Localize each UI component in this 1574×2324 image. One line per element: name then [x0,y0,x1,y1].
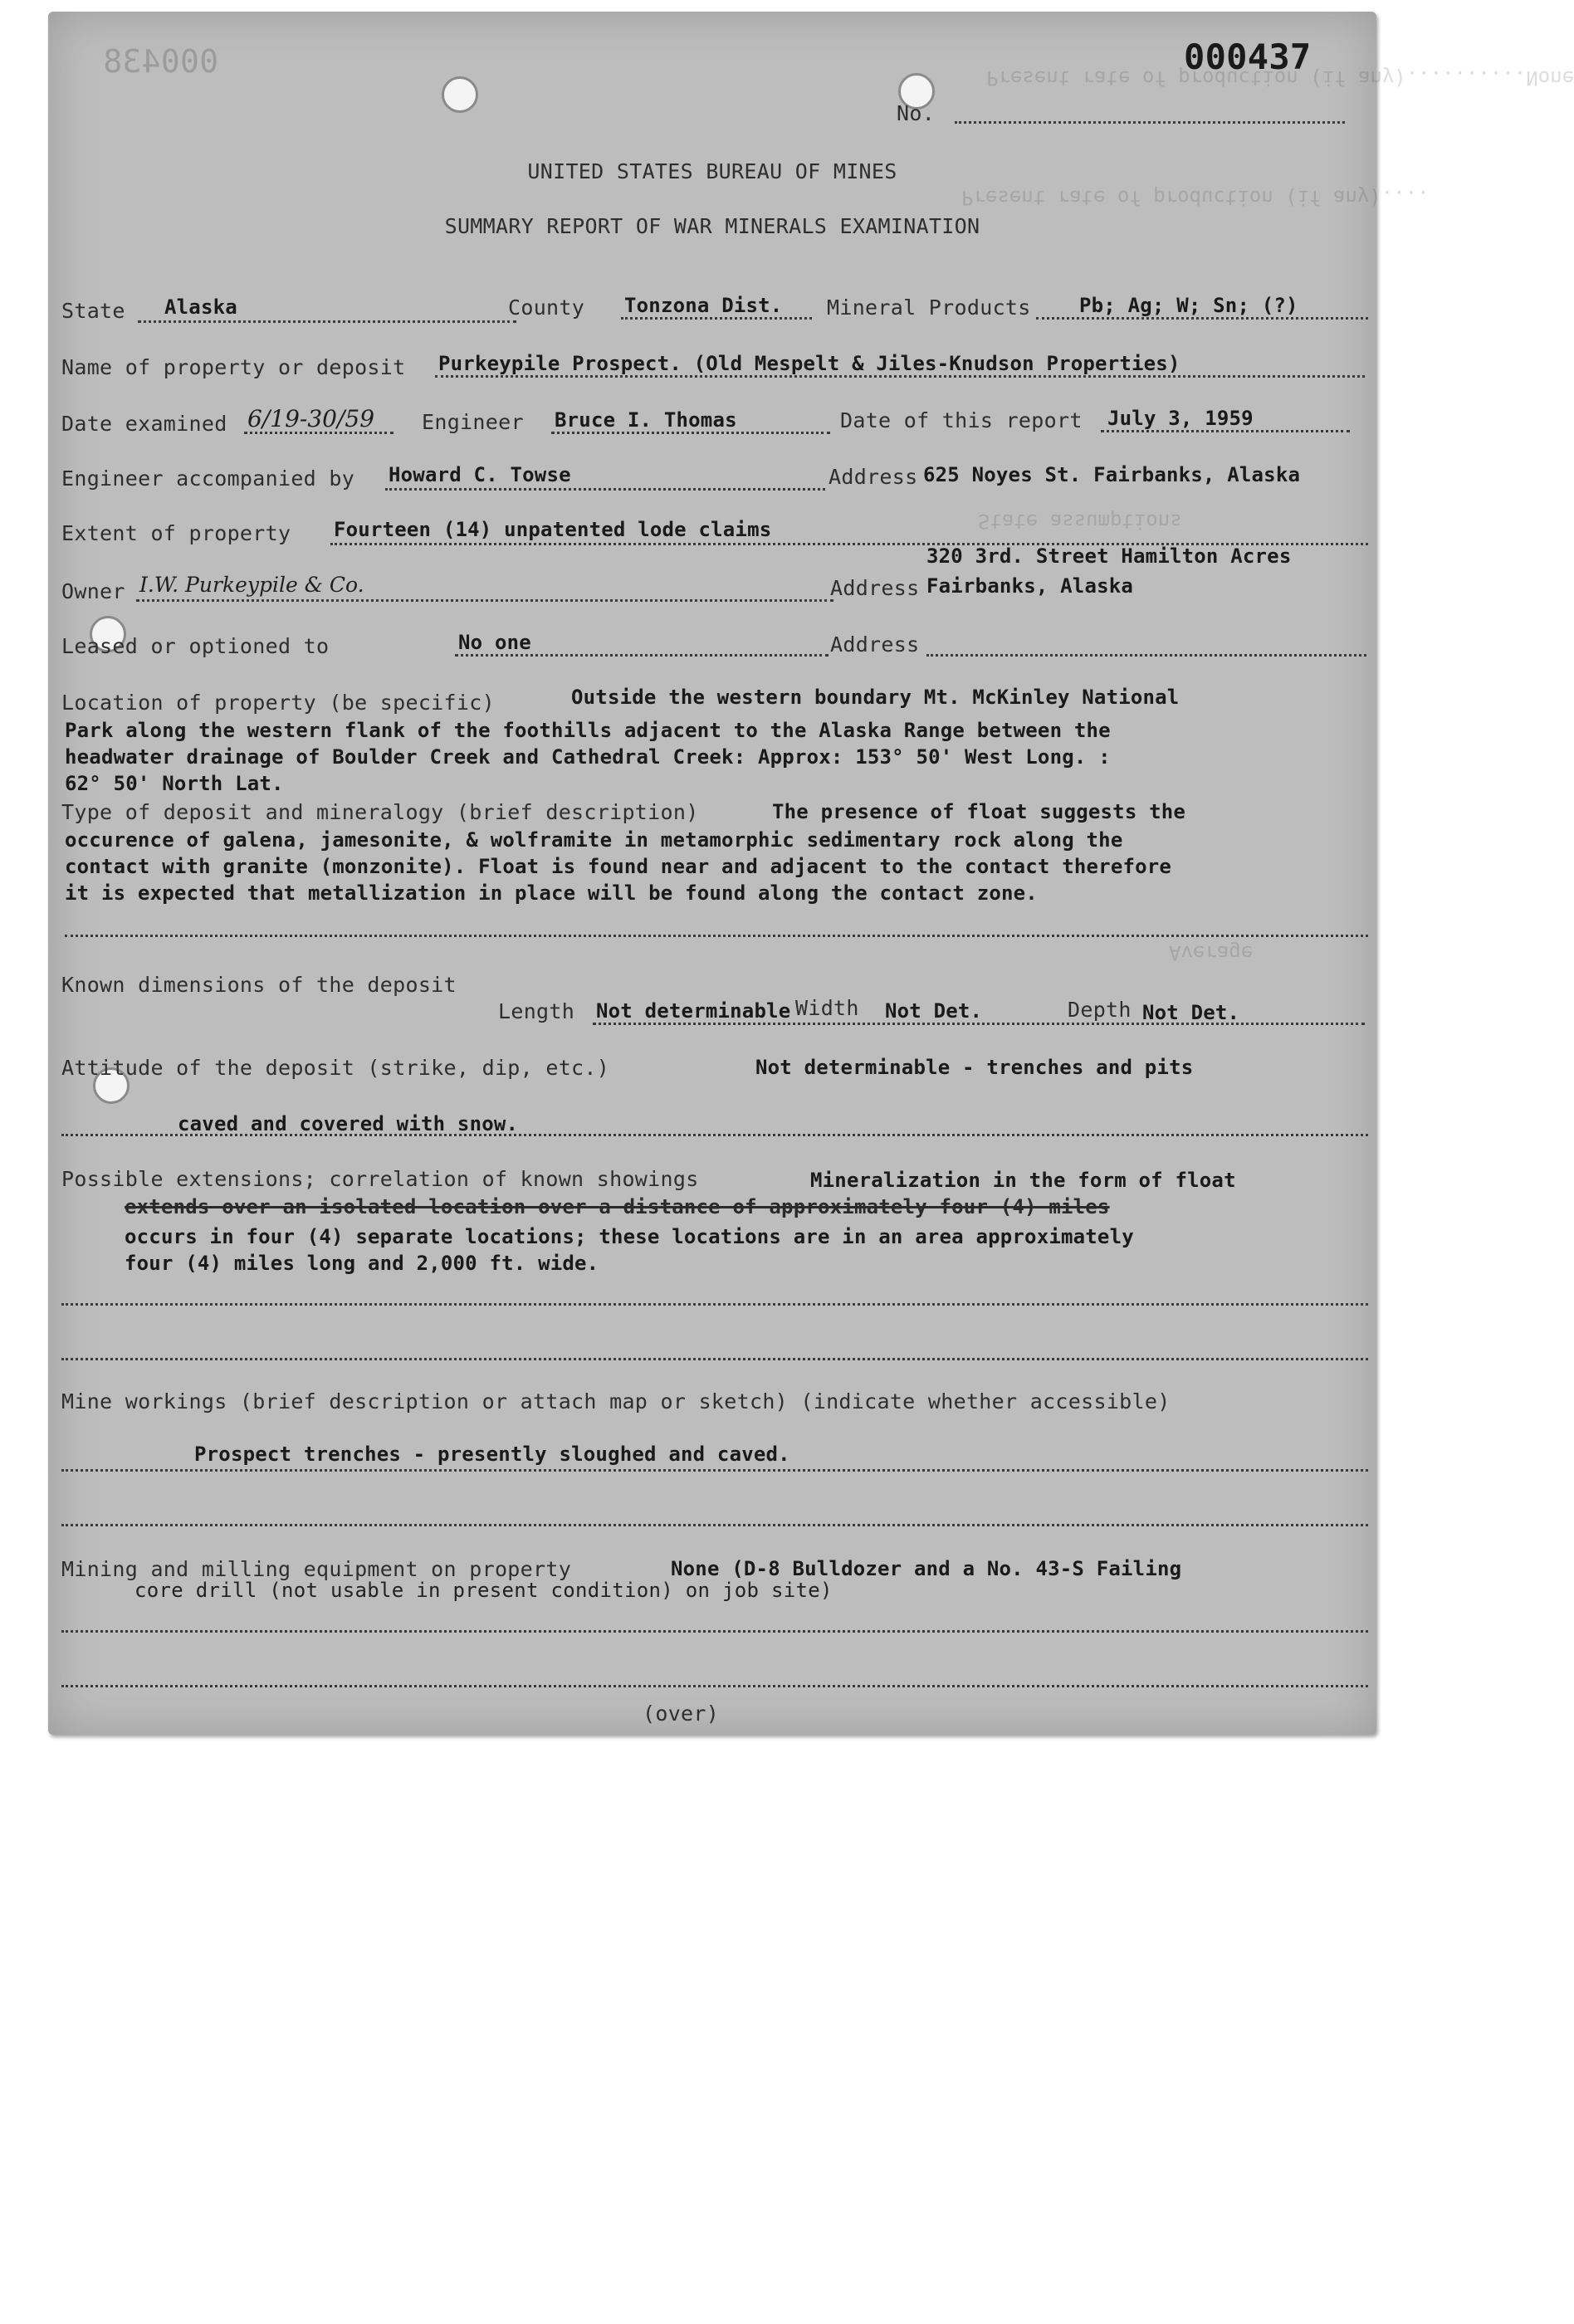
owner-line [136,599,833,602]
owner-address-label: Address [830,576,920,600]
mineral-products-value: Pb; Ag; W; Sn; (?) [1079,294,1298,317]
location-line4: 62° 50' North Lat. [65,772,284,795]
property-name-line [435,375,1365,378]
state-value: Alaska [164,295,237,319]
doc-number: 000437 [1184,37,1312,77]
engineer-label: Engineer [422,410,524,434]
leased-label: Leased or optioned to [61,634,330,658]
workings-line [61,1469,1368,1472]
deposit-type-label: Type of deposit and mineralogy (brief description) [61,800,699,824]
date-examined-label: Date examined [61,412,227,436]
report-date-label: Date of this report [840,408,1083,432]
attitude-line1: Not determinable - trenches and pits [755,1056,1194,1079]
engineer-accompanied-line [385,488,825,491]
location-label: Location of property (be specific) [61,691,495,715]
leased-line [455,654,829,657]
deposit-type-line2: occurence of galena, jamesonite, & wolframite in metamorphic sedimentary rock along the [65,828,1123,852]
leased-value: No one [458,631,531,654]
agency-heading: UNITED STATES BUREAU OF MINES [527,159,897,183]
engineer-value: Bruce I. Thomas [555,408,737,432]
bleed-through-line: Present rate of production (if any)..........None [986,66,1574,90]
engineer-line [551,432,830,434]
no-field-line [955,121,1345,124]
mineral-products-line [1036,317,1368,320]
workings-label: Mine workings (brief description or attach map or sketch) (indicate whether accessible) [61,1389,1171,1413]
engineer-accompanied-value: Howard C. Towse [389,463,571,486]
deposit-type-line3: contact with granite (monzonite). Float is found near and adjacent to the contact therefore [65,855,1172,878]
deposit-type-line1: The presence of float suggests the [772,800,1186,823]
equipment-label: Mining and milling equipment on property [61,1557,572,1581]
owner-label: Owner [61,579,125,603]
date-examined-value: 6/19-30/59 [247,405,375,432]
width-value: Not Det. [885,999,983,1023]
attitude-line2: caved and covered with snow. [178,1112,519,1135]
workings-blank-line [61,1524,1368,1526]
county-label: County [508,295,585,320]
equipment-blank-line [61,1685,1368,1687]
report-date-line [1101,430,1350,432]
extent-label: Extent of property [61,521,291,545]
attitude-label: Attitude of the deposit (strike, dip, etc.) [61,1056,610,1080]
leased-address-line [926,654,1366,657]
footer-over: (over) [643,1702,720,1726]
owner-value: I.W. Purkeypile & Co. [139,573,364,597]
location-line1: Outside the western boundary Mt. McKinley National [571,686,1180,709]
owner-address-line2: Fairbanks, Alaska [926,574,1134,598]
mirror-doc-number: 000438 [103,43,219,80]
extensions-blank-line [61,1303,1368,1306]
state-line [138,320,516,323]
property-name-label: Name of property or deposit [61,355,406,379]
dimensions-label: Known dimensions of the deposit [61,973,457,997]
report-date-value: July 3, 1959 [1107,407,1254,430]
document-sheet [48,12,1574,1735]
date-examined-line [244,432,394,434]
state-label: State [61,299,125,323]
equipment-line2: core drill (not usable in present condition) on job site) [134,1579,833,1602]
deposit-type-blank-line [65,935,1368,937]
no-label: No. [897,101,936,125]
equipment-line1: None (D-8 Bulldozer and a No. 43-S Failing [671,1557,1182,1580]
extensions-label: Possible extensions; correlation of known showings [61,1167,699,1191]
property-name-value: Purkeypile Prospect. (Old Mespelt & Jiles-Knudson Properties) [438,352,1180,375]
leased-address-label: Address [830,632,920,657]
extensions-line1: Mineralization in the form of float [810,1169,1236,1192]
extensions-line3: four (4) miles long and 2,000 ft. wide. [125,1252,599,1275]
extensions-line2: occurs in four (4) separate locations; these locations are in an area approximately [125,1225,1134,1248]
depth-label: Depth [1068,998,1132,1022]
bleed-through-line: State assumptions [978,510,1182,533]
location-line3: headwater drainage of Boulder Creek and Cathedral Creek: Approx: 153° 50' West Long. : [65,745,1111,769]
report-title: SUMMARY REPORT OF WAR MINERALS EXAMINATION [444,214,980,238]
mineral-products-label: Mineral Products [827,295,1031,320]
length-value: Not determinable [596,999,791,1023]
bleed-through-line: Average [1169,941,1254,964]
length-label: Length [498,999,575,1023]
engineer-accompanied-label: Engineer accompanied by [61,466,355,491]
punch-hole [442,76,478,113]
owner-address-line1: 320 3rd. Street Hamilton Acres [926,544,1292,568]
dimensions-line [593,1023,1365,1025]
engineer-address-label: Address [829,465,918,489]
depth-value: Not Det. [1142,1001,1240,1024]
engineer-address-value: 625 Noyes St. Fairbanks, Alaska [923,463,1301,486]
extensions-struck-text: extends over an isolated location over a distance of approximately four (4) miles [125,1195,1110,1218]
extensions-blank-line [61,1358,1368,1360]
extent-value: Fourteen (14) unpatented lode claims [334,518,772,541]
county-line [621,317,812,320]
bleed-through-line: Present rate of production (if any).... [961,186,1430,209]
deposit-type-line4: it is expected that metallization in place will be found along the contact zone. [65,881,1038,905]
county-value: Tonzona Dist. [624,294,783,317]
attitude-line [61,1134,1368,1136]
location-line2: Park along the western flank of the foothills adjacent to the Alaska Range between the [65,719,1111,742]
equipment-blank-line [61,1630,1368,1633]
workings-value: Prospect trenches - presently sloughed and caved. [194,1443,790,1466]
width-label: Width [795,996,859,1020]
